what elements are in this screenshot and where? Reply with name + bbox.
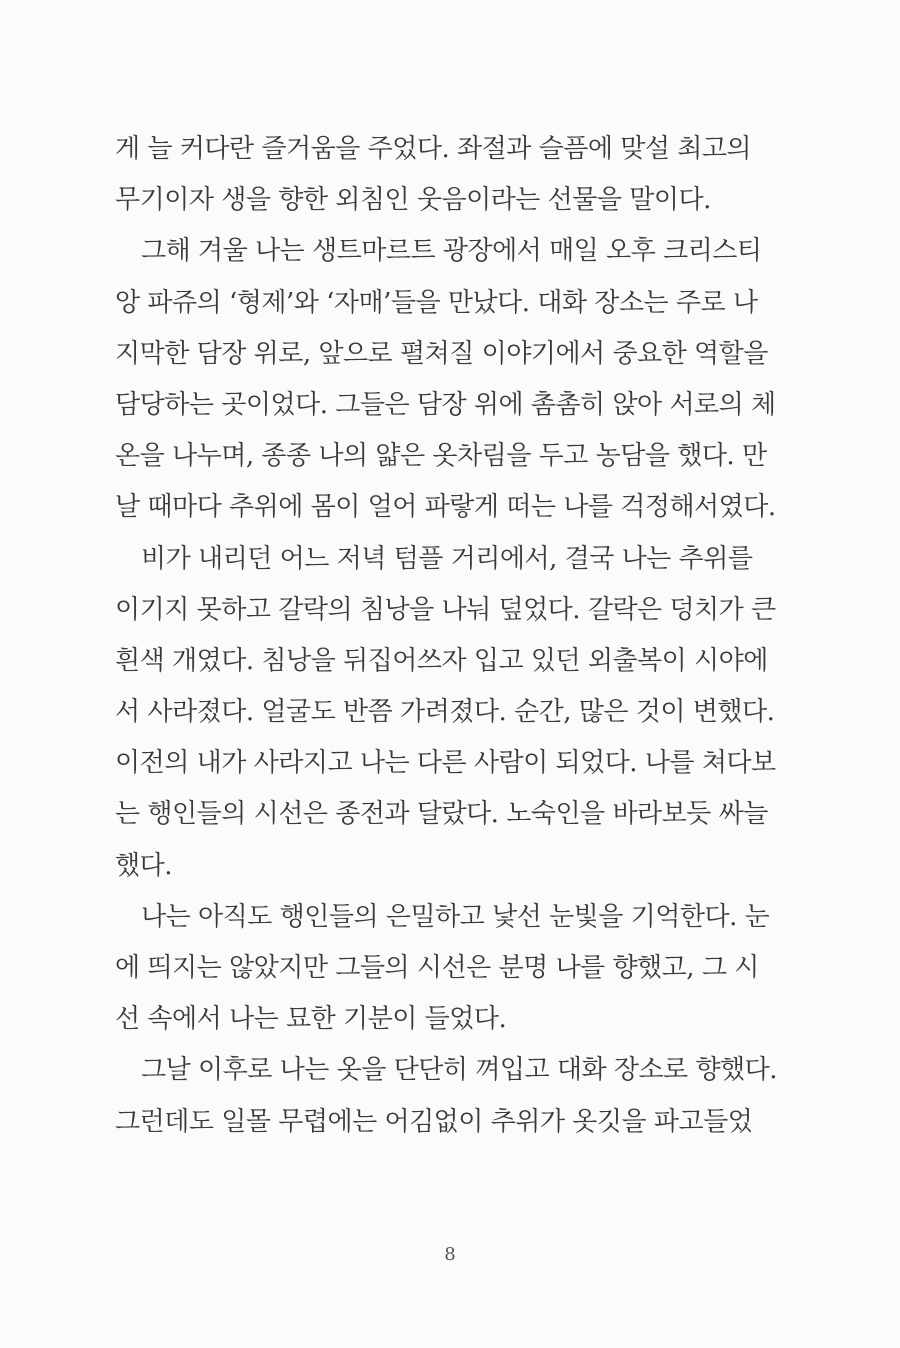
- text-line: 게 늘 커다란 즐거움을 주었다. 좌절과 슬픔에 맞설 최고의: [115, 134, 752, 164]
- text-line: 는 행인들의 시선은 종전과 달랐다. 노숙인을 바라보듯 싸늘: [115, 799, 768, 830]
- text-line: 그날 이후로 나는 옷을 단단히 껴입고 대화 장소로 향했다.: [141, 1055, 778, 1086]
- text-line: 서 사라졌다. 얼굴도 반쯤 가려졌다. 순간, 많은 것이 변했다.: [115, 697, 775, 728]
- text-line: 앙 파쥬의 ‘형제’와 ‘자매’들을 만났다. 대화 장소는 주로 나: [115, 287, 758, 318]
- page-number: 8: [444, 1244, 456, 1265]
- body-text: [115, 124, 778, 1148]
- text-line: 했다.: [115, 850, 172, 881]
- text-line: 에 띄지는 않았지만 그들의 시선은 분명 나를 향했고, 그 시: [115, 953, 759, 983]
- text-line: 비가 내리던 어느 저녁 텀플 거리에서, 결국 나는 추위를: [141, 543, 753, 574]
- text-line: 날 때마다 추위에 몸이 얼어 파랗게 떠는 나를 걱정해서였다.: [115, 492, 776, 523]
- text-line: 흰색 개였다. 침낭을 뒤집어쓰자 입고 있던 외출복이 시야에: [115, 645, 768, 676]
- text-line: 담당하는 곳이었다. 그들은 담장 위에 촘촘히 앉아 서로의 체: [115, 389, 776, 420]
- text-line: 그런데도 일몰 무렵에는 어김없이 추위가 옷깃을 파고들었: [115, 1106, 753, 1137]
- text-line: 이전의 내가 사라지고 나는 다른 사람이 되었다. 나를 쳐다보: [115, 748, 776, 779]
- text-line: 온을 나누며, 종종 나의 얇은 옷차림을 두고 농담을 했다. 만: [115, 441, 767, 472]
- text-line: 지막한 담장 위로, 앞으로 펼쳐질 이야기에서 중요한 역할을: [115, 338, 768, 369]
- text-line: 나는 아직도 행인들의 은밀하고 낯선 눈빛을 기억한다. 눈: [141, 901, 770, 932]
- text-line: 이기지 못하고 갈락의 침낭을 나눠 덮었다. 갈락은 덩치가 큰: [115, 594, 776, 625]
- text-line: 선 속에서 나는 묘한 기분이 들었다.: [115, 1004, 507, 1035]
- text-line: 무기이자 생을 향한 외침인 웃음이라는 선물을 말이다.: [115, 185, 711, 216]
- text-line: 그해 겨울 나는 생트마르트 광장에서 매일 오후 크리스티: [141, 236, 762, 267]
